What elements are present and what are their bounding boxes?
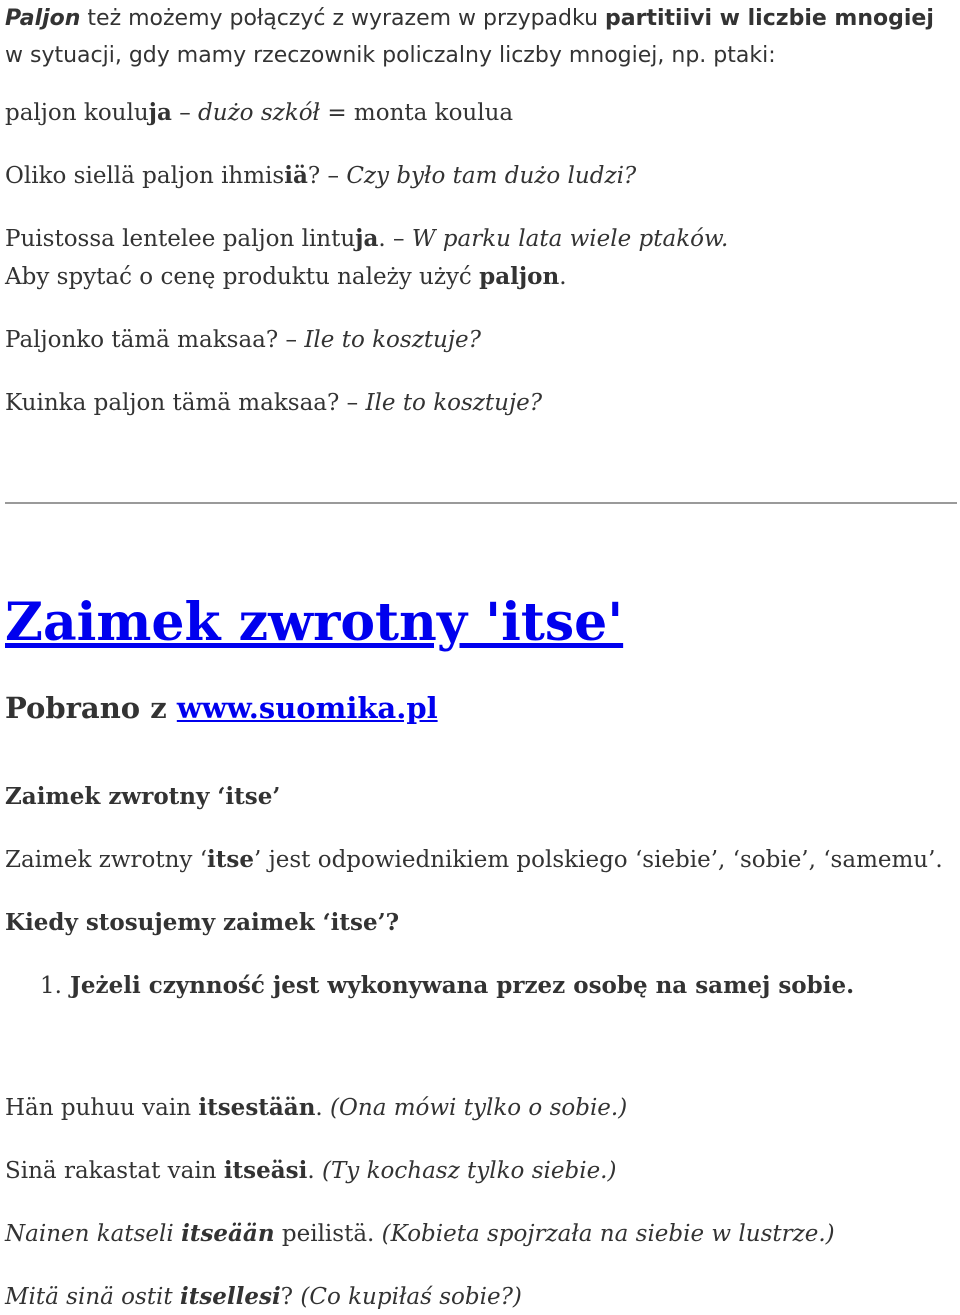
- list-text: Jeżeli czynność jest wykonywana przez osobę na samej sobie.: [70, 972, 855, 999]
- source-link[interactable]: www.suomika.pl: [176, 691, 438, 725]
- source-line: Pobrano z www.suomika.pl: [5, 691, 438, 725]
- itse-description: Zaimek zwrotny ‘itse’ jest odpowiednikiem polskiego ‘siebie’, ‘sobie’, ‘samemu’.: [5, 846, 943, 873]
- intro-text-2: w sytuacji, gdy mamy rzeczownik policzalny liczby mnogiej, np. ptaki:: [5, 43, 776, 68]
- example-line: Mitä sinä ostit itsellesi? (Co kupiłaś sobie?): [5, 1283, 522, 1310]
- intro-text-1: też możemy połączyć z wyrazem w przypadku: [80, 6, 606, 31]
- example-line: Puistossa lentelee paljon lintuja. – W parku lata wiele ptaków.: [5, 225, 729, 252]
- example-line: Oliko siellä paljon ihmisiä? – Czy było tam dużo ludzi?: [5, 162, 637, 189]
- itse-heading: Zaimek zwrotny ‘itse’: [5, 783, 281, 810]
- list-number: 1.: [40, 973, 62, 999]
- example-line: paljon kouluja – dużo szkół = monta koulua: [5, 99, 514, 126]
- intro-word-paljon: Paljon: [5, 6, 81, 31]
- example-line: Kuinka paljon tämä maksaa? – Ile to kosztuje?: [5, 390, 543, 416]
- section-title-link[interactable]: Zaimek zwrotny 'itse': [5, 592, 624, 653]
- horizontal-divider: [5, 502, 957, 504]
- intro-term: partitiivi w liczbie mnogiej: [605, 6, 934, 31]
- example-line: Paljonko tämä maksaa? – Ile to kosztuje?: [5, 327, 481, 353]
- example-line: Sinä rakastat vain itseäsi. (Ty kochasz tylko siebie.): [5, 1157, 617, 1184]
- when-heading: Kiedy stosujemy zaimek ‘itse’?: [5, 909, 400, 936]
- price-note: Aby spytać o cenę produktu należy użyć paljon.: [5, 263, 567, 290]
- example-line: Hän puhuu vain itsestään. (Ona mówi tylko o sobie.): [5, 1094, 628, 1121]
- list-item: [38, 971, 854, 1001]
- intro-paragraph: [5, 0, 957, 74]
- example-line: Nainen katseli itseään peilistä. (Kobieta spojrzała na siebie w lustrze.): [5, 1220, 835, 1247]
